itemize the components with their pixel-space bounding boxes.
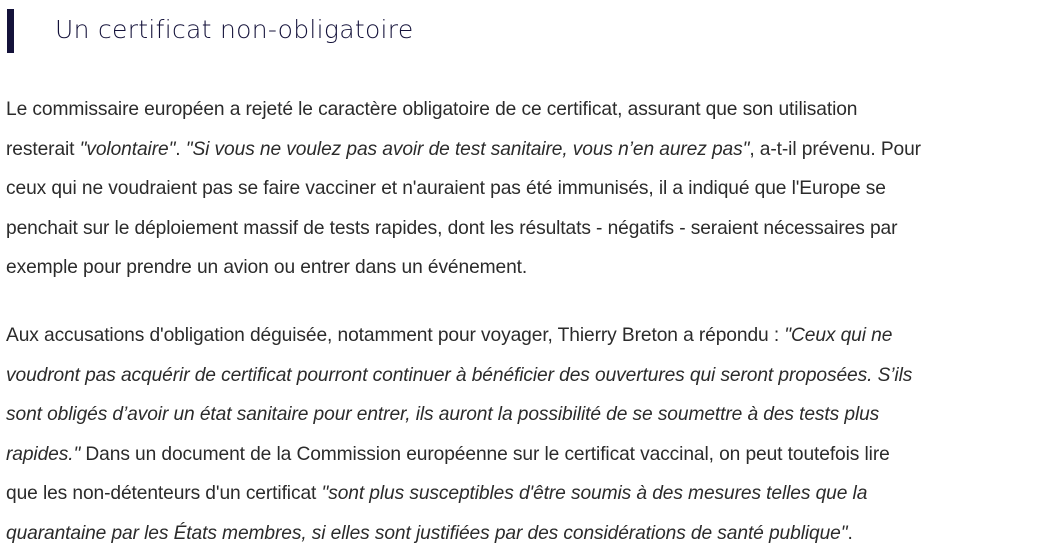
heading-accent-bar <box>7 9 14 53</box>
paragraph-2-line-5 <box>6 474 1046 514</box>
quote-commission: "sont plus susceptibles d'être soumis à des mesures telles que la <box>321 483 868 504</box>
paragraph-2 <box>6 316 1046 553</box>
paragraph-2-line-1 <box>6 316 1046 356</box>
text-run: . <box>175 138 186 160</box>
quote-breton: "Ceux qui ne <box>784 325 893 346</box>
text-run: Dans un document de la Commission européenne sur le certificat vaccinal, on peut toutefois lire <box>80 443 890 465</box>
paragraph-1-line-4: penchait sur le déploiement massif de tests rapides, dont les résultats - négatifs - seraient nécessaires par <box>6 217 898 239</box>
paragraph-2-line-2: voudront pas acquérir de certificat pourront continuer à bénéficier des ouvertures qui seront proposées. S’ils <box>6 364 913 386</box>
paragraph-1-line-2 <box>6 130 1046 170</box>
text-run: resterait <box>6 138 80 160</box>
text-run: Aux accusations d'obligation déguisée, notamment pour voyager, Thierry Breton a répondu : <box>6 325 785 346</box>
paragraph-2-line-6 <box>6 514 1046 554</box>
quote-commission-end: quarantaine par les États membres, si elles sont justifiées par des considérations de santé publique" <box>6 522 848 544</box>
paragraph-2-line-4 <box>6 435 1046 475</box>
paragraph-1-line-3: ceux qui ne voudraient pas se faire vacciner et n'auraient pas été immunisés, il a indiqué que l'Europe se <box>6 178 886 199</box>
text-run: , a-t-il prévenu. Pour <box>749 138 921 160</box>
text-run: que les non-détenteurs d'un certificat <box>6 483 322 504</box>
paragraph-2-line-3: sont obligés d’avoir un état sanitaire pour entrer, ils auront la possibilité de se soumettre à des tests plus <box>6 404 880 425</box>
section-heading: Un certificat non-obligatoire <box>55 15 414 44</box>
quote-test-sanitaire: "Si vous ne voulez pas avoir de test sanitaire, vous n’en aurez pas" <box>185 138 750 160</box>
paragraph-1-line-5: exemple pour prendre un avion ou entrer dans un événement. <box>6 257 528 278</box>
paragraph-1 <box>6 90 1046 288</box>
text-run: . <box>847 522 853 544</box>
paragraph-1-line-1: Le commissaire européen a rejeté le caractère obligatoire de ce certificat, assurant que son utilisation <box>6 99 858 120</box>
section-heading-block <box>7 9 1007 53</box>
quote-volontaire: "volontaire" <box>79 138 176 160</box>
quote-breton-end: rapides." <box>6 443 81 465</box>
